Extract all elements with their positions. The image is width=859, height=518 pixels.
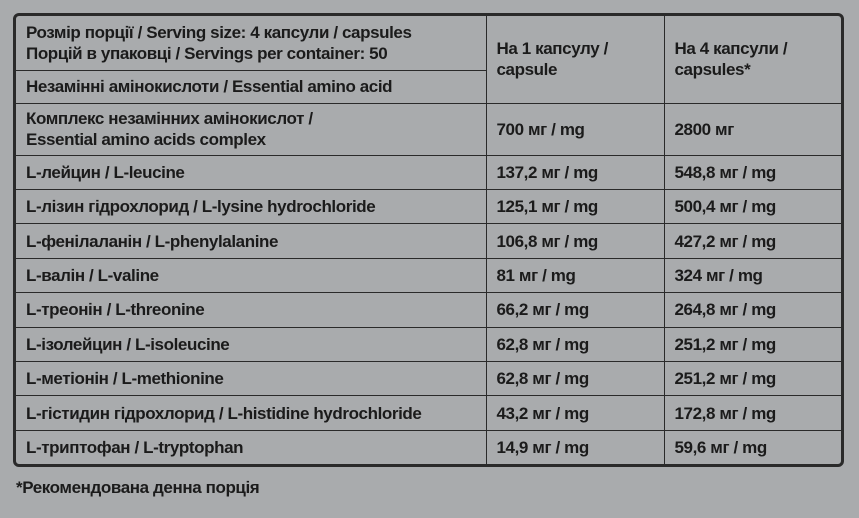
- supplement-facts-panel: [13, 13, 844, 467]
- amino-name: L-гістидин гідрохлорид / L-histidine hydrochloride: [16, 396, 486, 430]
- serving-info-cell: [16, 16, 486, 70]
- table-row: [16, 224, 844, 258]
- amino-per-4: 324 мг / mg: [664, 258, 844, 292]
- amino-per-4: 548,8 мг / mg: [664, 155, 844, 189]
- table-row: [16, 258, 844, 292]
- complex-per-capsule: 700 мг / mg: [486, 103, 664, 155]
- amino-name: L-фенілаланін / L-phenylalanine: [16, 224, 486, 258]
- amino-name: L-триптофан / L-tryptophan: [16, 430, 486, 464]
- amino-per-4: 251,2 мг / mg: [664, 361, 844, 395]
- amino-name: L-лейцин / L-leucine: [16, 155, 486, 189]
- amino-per-capsule: 14,9 мг / mg: [486, 430, 664, 464]
- amino-per-capsule: 81 мг / mg: [486, 258, 664, 292]
- servings-per-container: Порцій в упаковці / Servings per container: 50: [26, 43, 388, 63]
- amino-per-capsule: 106,8 мг / mg: [486, 224, 664, 258]
- serving-size: Розмір порції / Serving size: 4 капсули / capsules: [26, 22, 412, 42]
- amino-per-capsule: 62,8 мг / mg: [486, 361, 664, 395]
- per-4-capsules-header: На 4 капсули / capsules*: [664, 16, 844, 103]
- amino-per-4: 172,8 мг / mg: [664, 396, 844, 430]
- amino-per-capsule: 125,1 мг / mg: [486, 189, 664, 223]
- amino-acid-table: [16, 16, 844, 464]
- amino-name: L-лізин гідрохлорид / L-lysine hydrochloride: [16, 189, 486, 223]
- complex-row: [16, 103, 844, 155]
- table-row: [16, 430, 844, 464]
- table-row: [16, 361, 844, 395]
- amino-name: L-метіонін / L-methionine: [16, 361, 486, 395]
- amino-per-4: 427,2 мг / mg: [664, 224, 844, 258]
- amino-per-4: 251,2 мг / mg: [664, 327, 844, 361]
- amino-per-capsule: 66,2 мг / mg: [486, 293, 664, 327]
- amino-per-4: 500,4 мг / mg: [664, 189, 844, 223]
- amino-name: L-ізолейцин / L-isoleucine: [16, 327, 486, 361]
- daily-serving-footnote: *Рекомендована денна порція: [16, 478, 260, 497]
- serving-row: [16, 16, 844, 70]
- table-row: [16, 189, 844, 223]
- amino-name: L-валін / L-valine: [16, 258, 486, 292]
- amino-per-4: 264,8 мг / mg: [664, 293, 844, 327]
- table-row: [16, 327, 844, 361]
- table-row: [16, 155, 844, 189]
- table-row: [16, 396, 844, 430]
- amino-name: L-треонін / L-threonine: [16, 293, 486, 327]
- table-row: [16, 293, 844, 327]
- amino-per-capsule: 62,8 мг / mg: [486, 327, 664, 361]
- complex-name: Комплекс незамінних амінокислот / Essential amino acids complex: [16, 103, 486, 155]
- complex-per-4: 2800 мг: [664, 103, 844, 155]
- amino-per-capsule: 137,2 мг / mg: [486, 155, 664, 189]
- amino-per-4: 59,6 мг / mg: [664, 430, 844, 464]
- amino-per-capsule: 43,2 мг / mg: [486, 396, 664, 430]
- per-capsule-header: На 1 капсулу / capsule: [486, 16, 664, 103]
- section-label: Незамінні амінокислоти / Essential amino acid: [16, 70, 486, 103]
